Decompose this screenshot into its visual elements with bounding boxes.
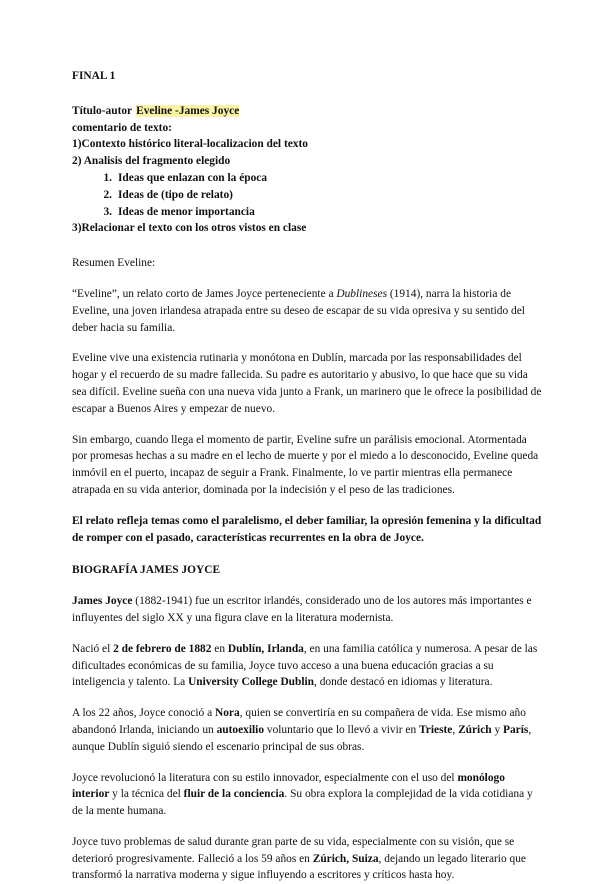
- header-item-3: 3)Relacionar el texto con los otros vistos en clase: [72, 222, 307, 235]
- summary-label: Resumen Eveline:: [72, 257, 156, 270]
- comment-label: comentario de texto:: [72, 121, 172, 134]
- document-content: [72, 68, 542, 884]
- subitem-list: [72, 170, 542, 220]
- header-item-1: 1)Contexto histórico literal-localizacion del texto: [72, 138, 308, 151]
- subitem: 3. Ideas de menor importancia: [103, 205, 255, 218]
- summary-paragraph-3: Sin embargo, cuando llega el momento de partir, Eveline sufre un parálisis emocional. Atormentada por promesas hechas a su madre en el lecho de muerte y por el miedo a lo desconocido, Eveline queda inmóvil en el puerto, incapaz de seguir a Frank. Finalmente, lo ve partir mientras ella permanece atrapada en su vida anterior, dominada por la indecisión y el peso de las tradiciones.: [72, 433, 539, 496]
- summary-paragraph-1: “Eveline”, un relato corto de James Joyce perteneciente a Dublineses (1914), narra la historia de Eveline, una joven irlandesa atrapada entre su deseo de escapar de su vida opresiva y su sentido del deber hacia su familia.: [72, 287, 525, 334]
- summary-paragraph-2: Eveline vive una existencia rutinaria y monótona en Dublín, marcada por las responsabilidades del hogar y el recuerdo de su madre fallecida. Su padre es autoritario y abusivo, lo que hace que su vida sea difícil. Eveline sueña con una nueva vida junto a Frank, un marinero que le ofrece la posibilidad de escapar a Buenos Aires y empezar de nuevo.: [72, 352, 542, 415]
- final-label: FINAL 1: [72, 70, 116, 82]
- subitem: 1. Ideas que enlazan con la época: [103, 171, 268, 184]
- header-item-2: 2) Analisis del fragmento elegido: [72, 155, 231, 168]
- bio-paragraph-1: James Joyce (1882-1941) fue un escritor irlandés, considerado uno de los autores más importantes e influyentes del siglo XX y una figura clave en la literatura modernista.: [72, 595, 532, 624]
- title-author-line: [72, 103, 542, 120]
- biography-title: BIOGRAFÍA JAMES JOYCE: [72, 564, 221, 577]
- assignment-header: [72, 103, 542, 237]
- summary-themes-paragraph: El relato refleja temas como el paralelismo, el deber familiar, la opresión femenina y la dificultad de romper con el pasado, características recurrentes en la obra de Joyce.: [72, 514, 542, 544]
- bio-paragraph-3: A los 22 años, Joyce conoció a Nora, quien se convertiría en su compañera de vida. Ese mismo año abandonó Irlanda, iniciando un autoexilio voluntario que lo llevó a vivir en Trieste, Zúrich y París, aunque Dublín siguió siendo el escenario principal de sus obras.: [72, 707, 532, 753]
- title-author-value: Eveline -James Joyce: [136, 104, 240, 117]
- bio-paragraph-2: Nació el 2 de febrero de 1882 en Dublín, Irlanda, en una familia católica y numerosa. A pesar de las dificultades económicas de su familia, Joyce tuvo acceso a una buena educación gracias a su inteligencia y talento. La University College Dublin, donde destacó en idiomas y literatura.: [72, 642, 538, 689]
- bio-paragraph-4: Joyce revolucionó la literatura con su estilo innovador, especialmente con el uso del monólogo interior y la técnica del fluir de la conciencia. Su obra explora la complejidad de la vida cotidiana y de la mente humana.: [72, 771, 533, 818]
- subitem: 2. Ideas de (tipo de relato): [103, 188, 233, 201]
- book-title: Dublineses: [336, 287, 388, 300]
- bio-paragraph-5: Joyce tuvo problemas de salud durante gran parte de su vida, especialmente con su visión, que se deterioró progresivamente. Falleció a los 59 años en Zúrich, Suiza, dejando un legado literario que transformó la narrativa moderna y sigue influyendo a escritores y críticos hasta hoy.: [72, 835, 526, 882]
- title-author-label: Título-autor: [72, 104, 133, 117]
